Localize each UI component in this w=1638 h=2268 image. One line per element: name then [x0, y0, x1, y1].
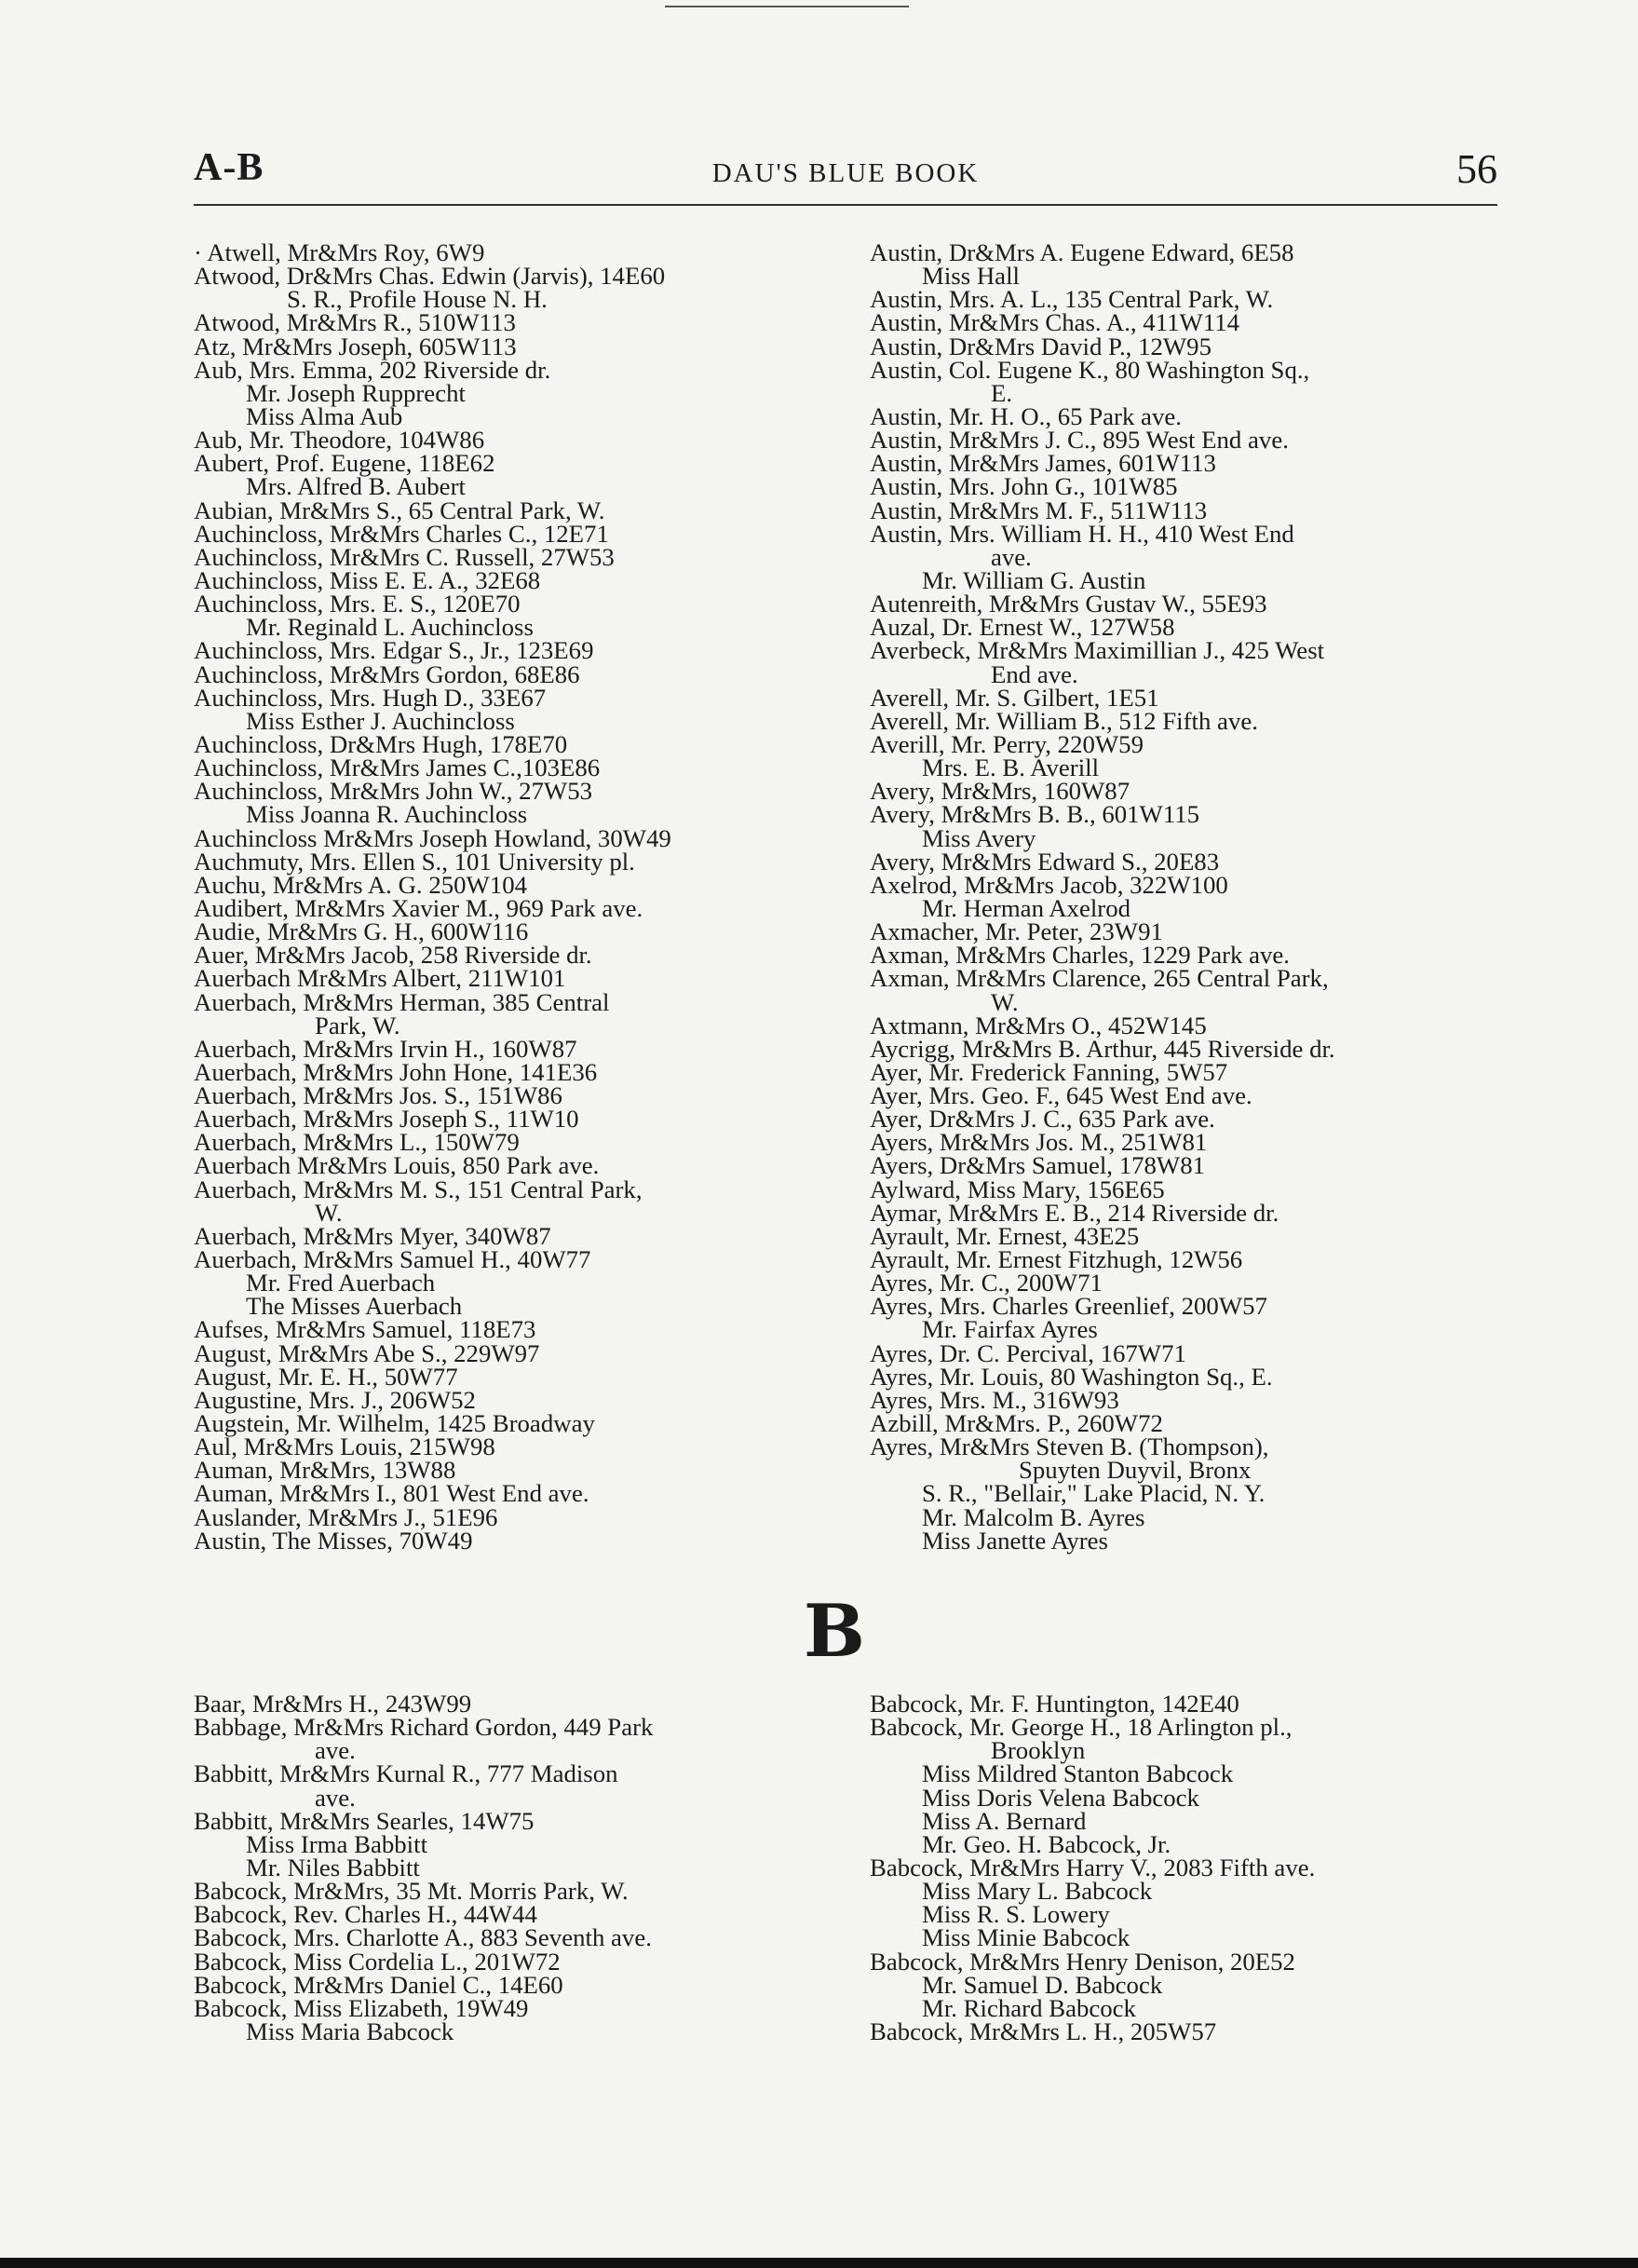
directory-entry: Auerbach, Mr&Mrs Irvin H., 160W87	[194, 1034, 577, 1063]
directory-entry: Auerbach, Mr&Mrs Jos. S., 151W86	[194, 1081, 562, 1110]
directory-entry: Ayer, Mrs. Geo. F., 645 West End ave.	[870, 1081, 1252, 1110]
directory-entry: Austin, Mr&Mrs J. C., 895 West End ave.	[870, 426, 1289, 455]
directory-entry: Aub, Mr. Theodore, 104W86	[194, 426, 485, 455]
directory-entry: Avery, Mr&Mrs B. B., 601W115	[870, 800, 1200, 829]
directory-entry: Auerbach Mr&Mrs Louis, 850 Park ave.	[194, 1151, 600, 1180]
directory-entry: Mr. Reginald L. Auchincloss	[246, 613, 534, 642]
column-b-right	[870, 1692, 1512, 2044]
directory-entry: W.	[315, 1198, 343, 1227]
directory-entry: Austin, Dr&Mrs A. Eugene Edward, 6E58	[870, 238, 1294, 266]
directory-entry: Brooklyn	[991, 1736, 1086, 1765]
directory-entry: Averell, Mr. S. Gilbert, 1E51	[870, 683, 1159, 712]
directory-entry: S. R., Profile House N. H.	[287, 285, 548, 314]
directory-entry: Axman, Mr&Mrs Charles, 1229 Park ave.	[870, 941, 1291, 970]
directory-entry: Babcock, Mr. George H., 18 Arlington pl.,	[870, 1713, 1293, 1742]
directory-entry: Auchincloss, Mr&Mrs Gordon, 68E86	[194, 659, 580, 688]
section-letter-b: B	[804, 1589, 865, 1674]
directory-entry: Babcock, Rev. Charles H., 44W44	[194, 1900, 537, 1929]
directory-entry: Miss Mary L. Babcock	[922, 1877, 1153, 1906]
directory-entry: Ayres, Mr. C., 200W71	[870, 1269, 1103, 1297]
directory-entry: Auman, Mr&Mrs I., 801 West End ave.	[194, 1479, 589, 1508]
directory-entry: Mr. Geo. H. Babcock, Jr.	[922, 1829, 1171, 1858]
directory-entry: Austin, Mrs. John G., 101W85	[870, 472, 1178, 501]
directory-entry: Austin, Mr. H. O., 65 Park ave.	[870, 401, 1182, 430]
directory-entry: End ave.	[991, 659, 1078, 688]
directory-entry: Axman, Mr&Mrs Clarence, 265 Central Park,	[870, 964, 1329, 993]
directory-entry: Miss Janette Ayres	[922, 1526, 1108, 1555]
directory-entry: Miss Doris Velena Babcock	[922, 1783, 1199, 1812]
directory-entry: Babcock, Mr. F. Huntington, 142E40	[870, 1690, 1239, 1718]
directory-entry: · Atwell, Mr&Mrs Roy, 6W9	[194, 238, 485, 266]
directory-entry: Aubert, Prof. Eugene, 118E62	[194, 449, 495, 478]
directory-entry: Axmacher, Mr. Peter, 23W91	[870, 917, 1163, 946]
directory-entry: Miss Esther J. Auchincloss	[246, 706, 515, 735]
directory-entry: Axtmann, Mr&Mrs O., 452W145	[870, 1011, 1207, 1039]
directory-entry: Aymar, Mr&Mrs E. B., 214 Riverside dr.	[870, 1198, 1279, 1227]
directory-entry: Auchu, Mr&Mrs A. G. 250W104	[194, 870, 528, 899]
directory-entry: Auchincloss, Mr&Mrs C. Russell, 27W53	[194, 542, 615, 571]
directory-entry: Mr. Malcolm B. Ayres	[922, 1502, 1145, 1531]
directory-entry: Auerbach, Mr&Mrs M. S., 151 Central Park,	[194, 1175, 643, 1203]
directory-entry: ave.	[315, 1783, 356, 1812]
directory-entry: Mrs. E. B. Averill	[922, 754, 1100, 782]
page-header	[194, 140, 1497, 205]
column-a-right	[870, 238, 1512, 1555]
directory-entry: Ayres, Dr. C. Percival, 167W71	[870, 1338, 1186, 1367]
directory-entry: Babbage, Mr&Mrs Richard Gordon, 449 Park	[194, 1713, 654, 1742]
directory-entry: Mr. Niles Babbitt	[246, 1853, 420, 1881]
directory-entry: Aul, Mr&Mrs Louis, 215W98	[194, 1433, 495, 1461]
directory-entry: Auchincloss, Miss E. E. A., 32E68	[194, 565, 541, 594]
directory-entry: Auchincloss, Mrs. Hugh D., 33E67	[194, 683, 547, 712]
directory-entry: Mr. Fred Auerbach	[246, 1269, 436, 1297]
directory-entry: Babbitt, Mr&Mrs Kurnal R., 777 Madison	[194, 1759, 618, 1788]
directory-entry: Babcock, Miss Elizabeth, 19W49	[194, 1993, 529, 2022]
directory-entry: Ayrault, Mr. Ernest Fitzhugh, 12W56	[870, 1245, 1243, 1274]
directory-entry: Auman, Mr&Mrs, 13W88	[194, 1456, 456, 1485]
directory-entry: Auchmuty, Mrs. Ellen S., 101 University pl.	[194, 847, 635, 876]
directory-entry: Austin, Mrs. William H. H., 410 West End	[870, 519, 1294, 548]
directory-entry: The Misses Auerbach	[246, 1292, 463, 1321]
book-title: DAU'S BLUE BOOK	[711, 158, 980, 188]
directory-entry: Auer, Mr&Mrs Jacob, 258 Riverside dr.	[194, 941, 592, 970]
directory-entry: Avery, Mr&Mrs, 160W87	[870, 777, 1130, 806]
directory-entry: Auerbach, Mr&Mrs Myer, 340W87	[194, 1221, 551, 1250]
header-rule	[194, 204, 1497, 206]
directory-entry: Auzal, Dr. Ernest W., 127W58	[870, 613, 1175, 642]
directory-entry: Auslander, Mr&Mrs J., 51E96	[194, 1502, 498, 1531]
directory-entry: Axelrod, Mr&Mrs Jacob, 322W100	[870, 870, 1228, 899]
directory-entry: Ayrault, Mr. Ernest, 43E25	[870, 1221, 1140, 1250]
directory-entry: Aylward, Miss Mary, 156E65	[870, 1175, 1165, 1203]
directory-entry: Austin, The Misses, 70W49	[194, 1526, 473, 1555]
directory-entry: W.	[991, 987, 1019, 1016]
directory-entry: Auchincloss, Mrs. Edgar S., Jr., 123E69	[194, 636, 594, 665]
directory-entry: ave.	[315, 1736, 356, 1765]
directory-entry: Babcock, Miss Cordelia L., 201W72	[194, 1947, 561, 1976]
directory-entry: Averill, Mr. Perry, 220W59	[870, 729, 1144, 758]
directory-entry: Austin, Mrs. A. L., 135 Central Park, W.	[870, 285, 1274, 314]
directory-entry: S. R., "Bellair," Lake Placid, N. Y.	[922, 1479, 1266, 1508]
directory-entry: Auerbach, Mr&Mrs Joseph S., 11W10	[194, 1105, 579, 1134]
bottom-edge	[0, 2258, 1638, 2268]
column-b-left	[194, 1692, 836, 2044]
directory-entry: Avery, Mr&Mrs Edward S., 20E83	[870, 847, 1220, 876]
directory-entry: Austin, Mr&Mrs James, 601W113	[870, 449, 1216, 478]
directory-entry: Auchincloss, Mrs. E. S., 120E70	[194, 590, 521, 618]
directory-entry: Auerbach Mr&Mrs Albert, 211W101	[194, 964, 566, 993]
directory-entry: Ayer, Dr&Mrs J. C., 635 Park ave.	[870, 1105, 1215, 1134]
directory-entry: Miss R. S. Lowery	[922, 1900, 1110, 1929]
directory-entry: Babbitt, Mr&Mrs Searles, 14W75	[194, 1806, 535, 1835]
directory-entry: Aubian, Mr&Mrs S., 65 Central Park, W.	[194, 496, 605, 524]
directory-entry: Park, W.	[315, 1011, 400, 1039]
directory-entry: Mr. Samuel D. Babcock	[922, 1970, 1163, 1999]
directory-entry: Mr. William G. Austin	[922, 565, 1146, 594]
directory-entry: Ayres, Mrs. Charles Greenlief, 200W57	[870, 1292, 1267, 1321]
directory-entry: Miss Mildred Stanton Babcock	[922, 1759, 1234, 1788]
directory-entry: Mrs. Alfred B. Aubert	[246, 472, 466, 501]
directory-entry: Auerbach, Mr&Mrs John Hone, 141E36	[194, 1057, 598, 1086]
directory-entry: Averbeck, Mr&Mrs Maximillian J., 425 West	[870, 636, 1325, 665]
directory-entry: Babcock, Mrs. Charlotte A., 883 Seventh ave.	[194, 1923, 652, 1952]
directory-entry: E.	[991, 378, 1013, 407]
directory-entry: Miss A. Bernard	[922, 1806, 1087, 1835]
directory-entry: Auchincloss, Mr&Mrs Charles C., 12E71	[194, 519, 609, 548]
directory-entry: Auerbach, Mr&Mrs L., 150W79	[194, 1128, 520, 1157]
directory-entry: Aufses, Mr&Mrs Samuel, 118E73	[194, 1315, 536, 1344]
directory-entry: Ayer, Mr. Frederick Fanning, 5W57	[870, 1057, 1228, 1086]
directory-entry: August, Mr&Mrs Abe S., 229W97	[194, 1338, 540, 1367]
directory-entry: Ayers, Dr&Mrs Samuel, 178W81	[870, 1151, 1205, 1180]
directory-entry: Babcock, Mr&Mrs Daniel C., 14E60	[194, 1970, 563, 1999]
directory-entry: Averell, Mr. William B., 512 Fifth ave.	[870, 706, 1258, 735]
directory-entry: Ayres, Mr. Louis, 80 Washington Sq., E.	[870, 1362, 1273, 1391]
directory-entry: Miss Joanna R. Auchincloss	[246, 800, 528, 829]
directory-entry: Miss Hall	[922, 262, 1020, 291]
directory-entry: Babcock, Mr&Mrs, 35 Mt. Morris Park, W.	[194, 1877, 629, 1906]
directory-entry: Austin, Mr&Mrs Chas. A., 411W114	[870, 308, 1239, 337]
directory-entry: Babcock, Mr&Mrs Henry Denison, 20E52	[870, 1947, 1295, 1976]
directory-entry: Atz, Mr&Mrs Joseph, 605W113	[194, 332, 517, 360]
directory-entry: Baar, Mr&Mrs H., 243W99	[194, 1690, 472, 1718]
directory-entry: Auchincloss, Mr&Mrs James C.,103E86	[194, 754, 601, 782]
directory-entry: Augstein, Mr. Wilhelm, 1425 Broadway	[194, 1409, 595, 1438]
section-code: A-B	[194, 146, 264, 189]
page-number: 56	[1456, 146, 1497, 192]
directory-entry: Mr. Joseph Rupprecht	[246, 378, 466, 407]
top-rule	[665, 6, 909, 7]
directory-entry: Austin, Mr&Mrs M. F., 511W113	[870, 496, 1208, 524]
column-a-left	[194, 238, 836, 1555]
directory-entry: Azbill, Mr&Mrs. P., 260W72	[870, 1409, 1163, 1438]
directory-entry: Auerbach, Mr&Mrs Samuel H., 40W77	[194, 1245, 591, 1274]
directory-entry: Miss Avery	[922, 823, 1036, 852]
directory-entry: Spuyten Duyvil, Bronx	[1019, 1456, 1252, 1485]
directory-entry: Ayres, Mrs. M., 316W93	[870, 1385, 1119, 1414]
directory-entry: Augustine, Mrs. J., 206W52	[194, 1385, 476, 1414]
directory-entry: Babcock, Mr&Mrs Harry V., 2083 Fifth ave.	[870, 1853, 1316, 1881]
directory-entry: Austin, Col. Eugene K., 80 Washington Sq.,	[870, 355, 1310, 384]
directory-entry: Auchincloss, Dr&Mrs Hugh, 178E70	[194, 729, 568, 758]
directory-entry: Miss Minie Babcock	[922, 1923, 1130, 1952]
directory-entry: Atwood, Mr&Mrs R., 510W113	[194, 308, 516, 337]
directory-entry: Mr. Fairfax Ayres	[922, 1315, 1098, 1344]
directory-entry: Babcock, Mr&Mrs L. H., 205W57	[870, 2017, 1217, 2045]
directory-entry: Auchincloss Mr&Mrs Joseph Howland, 30W49	[194, 823, 671, 852]
directory-entry: Aycrigg, Mr&Mrs B. Arthur, 445 Riverside dr.	[870, 1034, 1335, 1063]
directory-entry: Ayres, Mr&Mrs Steven B. (Thompson),	[870, 1433, 1269, 1461]
directory-entry: ave.	[991, 542, 1032, 571]
directory-entry: Miss Irma Babbitt	[246, 1829, 428, 1858]
directory-entry: Aub, Mrs. Emma, 202 Riverside dr.	[194, 355, 551, 384]
directory-entry: Mr. Richard Babcock	[922, 1993, 1136, 2022]
directory-entry: Miss Maria Babcock	[246, 2017, 454, 2045]
directory-entry: Audie, Mr&Mrs G. H., 600W116	[194, 917, 529, 946]
directory-entry: Audibert, Mr&Mrs Xavier M., 969 Park ave.	[194, 893, 643, 922]
directory-entry: Auchincloss, Mr&Mrs John W., 27W53	[194, 777, 593, 806]
directory-entry: Mr. Herman Axelrod	[922, 893, 1131, 922]
directory-entry: Auerbach, Mr&Mrs Herman, 385 Central	[194, 987, 610, 1016]
directory-entry: Autenreith, Mr&Mrs Gustav W., 55E93	[870, 590, 1267, 618]
directory-entry: Atwood, Dr&Mrs Chas. Edwin (Jarvis), 14E60	[194, 262, 666, 291]
directory-entry: Ayers, Mr&Mrs Jos. M., 251W81	[870, 1128, 1208, 1157]
directory-entry: Austin, Dr&Mrs David P., 12W95	[870, 332, 1212, 360]
directory-entry: August, Mr. E. H., 50W77	[194, 1362, 458, 1391]
directory-entry: Miss Alma Aub	[246, 401, 403, 430]
